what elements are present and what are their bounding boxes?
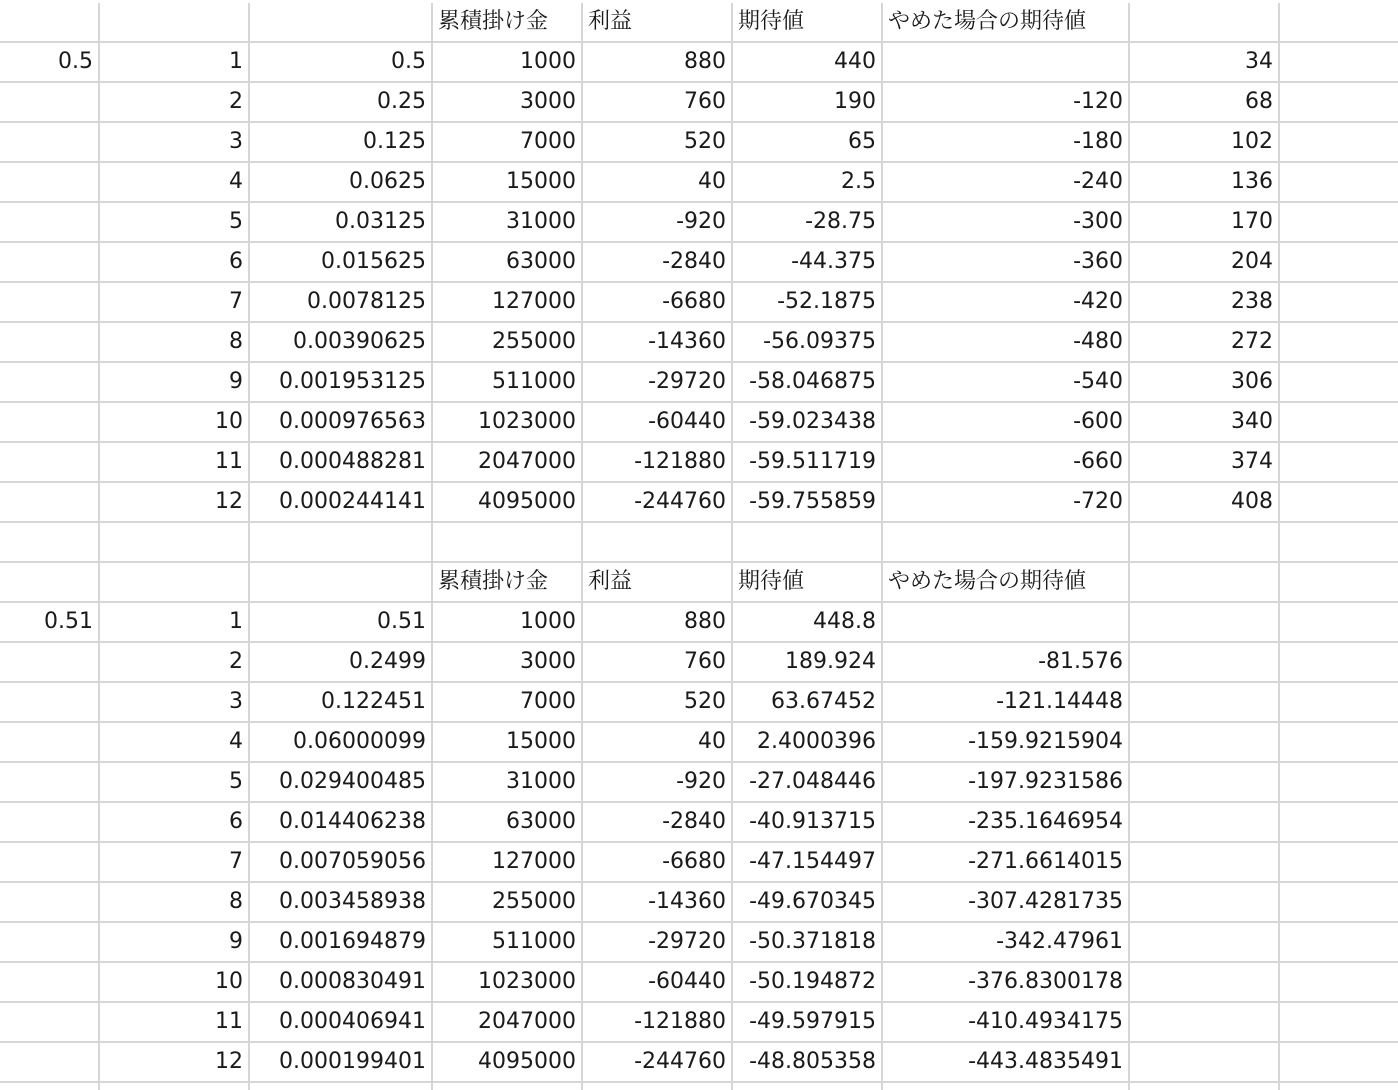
cell-r9-c4[interactable]: 255000: [433, 323, 583, 363]
cell-r20-c1[interactable]: [0, 763, 100, 803]
cell-r13-c2[interactable]: 12: [100, 483, 250, 523]
cell-r3-c4[interactable]: 3000: [433, 83, 583, 123]
cell-r27-c7[interactable]: -443.4835491: [883, 1043, 1130, 1083]
cell-r26-c6[interactable]: -49.597915: [733, 1003, 883, 1043]
cell-r8-c7[interactable]: -420: [883, 283, 1130, 323]
cell-r3-c3[interactable]: 0.25: [250, 83, 433, 123]
cell-r22-c2[interactable]: 7: [100, 843, 250, 883]
cell-r10-c8[interactable]: 306: [1130, 363, 1280, 403]
cell-r24-c5[interactable]: -29720: [583, 923, 733, 963]
cell-r18-c3[interactable]: 0.122451: [250, 683, 433, 723]
cell-r10-c1[interactable]: [0, 363, 100, 403]
cell-r15-c3[interactable]: [250, 563, 433, 603]
cell-r8-c4[interactable]: 127000: [433, 283, 583, 323]
cell-r5-c2[interactable]: 4: [100, 163, 250, 203]
cell-r8-c5[interactable]: -6680: [583, 283, 733, 323]
cell-r26-c4[interactable]: 2047000: [433, 1003, 583, 1043]
cell-r14-c9[interactable]: [1280, 523, 1398, 563]
cell-r26-c9[interactable]: [1280, 1003, 1398, 1043]
cell-r12-c2[interactable]: 11: [100, 443, 250, 483]
cell-r4-c4[interactable]: 7000: [433, 123, 583, 163]
cell-r21-c4[interactable]: 63000: [433, 803, 583, 843]
cell-r24-c9[interactable]: [1280, 923, 1398, 963]
column-header-4[interactable]: やめた場合の期待値: [883, 3, 1130, 43]
cell-r6-c1[interactable]: [0, 203, 100, 243]
cell-r22-c1[interactable]: [0, 843, 100, 883]
cell-r6-c6[interactable]: -28.75: [733, 203, 883, 243]
cell-r4-c3[interactable]: 0.125: [250, 123, 433, 163]
cell-r3-c2[interactable]: 2: [100, 83, 250, 123]
cell-r3-c7[interactable]: -120: [883, 83, 1130, 123]
column-header-2[interactable]: 利益: [583, 3, 733, 43]
cell-r4-c9[interactable]: [1280, 123, 1398, 163]
cell-r20-c5[interactable]: -920: [583, 763, 733, 803]
cell-r19-c5[interactable]: 40: [583, 723, 733, 763]
cell-r7-c4[interactable]: 63000: [433, 243, 583, 283]
cell-r9-c6[interactable]: -56.09375: [733, 323, 883, 363]
cell-r20-c3[interactable]: 0.029400485: [250, 763, 433, 803]
cell-r6-c3[interactable]: 0.03125: [250, 203, 433, 243]
cell-r28-c8[interactable]: [1130, 1083, 1280, 1090]
cell-r6-c9[interactable]: [1280, 203, 1398, 243]
cell-r28-c7[interactable]: [883, 1083, 1130, 1090]
cell-r23-c4[interactable]: 255000: [433, 883, 583, 923]
cell-r27-c4[interactable]: 4095000: [433, 1043, 583, 1083]
cell-r18-c5[interactable]: 520: [583, 683, 733, 723]
cell-r20-c9[interactable]: [1280, 763, 1398, 803]
cell-r19-c7[interactable]: -159.9215904: [883, 723, 1130, 763]
cell-r9-c9[interactable]: [1280, 323, 1398, 363]
cell-r13-c6[interactable]: -59.755859: [733, 483, 883, 523]
cell-r2-c9[interactable]: [1280, 43, 1398, 83]
cell-r25-c8[interactable]: [1130, 963, 1280, 1003]
cell-r18-c8[interactable]: [1130, 683, 1280, 723]
cell-r18-c7[interactable]: -121.14448: [883, 683, 1130, 723]
cell-r23-c8[interactable]: [1130, 883, 1280, 923]
cell-r4-c1[interactable]: [0, 123, 100, 163]
cell-r24-c2[interactable]: 9: [100, 923, 250, 963]
cell-r10-c7[interactable]: -540: [883, 363, 1130, 403]
cell-r8-c2[interactable]: 7: [100, 283, 250, 323]
cell-r27-c9[interactable]: [1280, 1043, 1398, 1083]
cell-r11-c4[interactable]: 1023000: [433, 403, 583, 443]
cell-r20-c4[interactable]: 31000: [433, 763, 583, 803]
cell-r16-c4[interactable]: 1000: [433, 603, 583, 643]
column-header-4[interactable]: やめた場合の期待値: [883, 563, 1130, 603]
cell-r16-c8[interactable]: [1130, 603, 1280, 643]
cell-r7-c5[interactable]: -2840: [583, 243, 733, 283]
cell-r18-c6[interactable]: 63.67452: [733, 683, 883, 723]
cell-r4-c5[interactable]: 520: [583, 123, 733, 163]
cell-r2-c4[interactable]: 1000: [433, 43, 583, 83]
cell-r15-c8[interactable]: [1130, 563, 1280, 603]
cell-r28-c5[interactable]: [583, 1083, 733, 1090]
cell-r17-c4[interactable]: 3000: [433, 643, 583, 683]
cell-r7-c1[interactable]: [0, 243, 100, 283]
cell-r27-c8[interactable]: [1130, 1043, 1280, 1083]
cell-r21-c1[interactable]: [0, 803, 100, 843]
cell-r25-c9[interactable]: [1280, 963, 1398, 1003]
cell-r16-c3[interactable]: 0.51: [250, 603, 433, 643]
cell-r19-c1[interactable]: [0, 723, 100, 763]
cell-r22-c3[interactable]: 0.007059056: [250, 843, 433, 883]
cell-r15-c2[interactable]: [100, 563, 250, 603]
cell-r10-c3[interactable]: 0.001953125: [250, 363, 433, 403]
cell-r20-c2[interactable]: 5: [100, 763, 250, 803]
cell-r11-c6[interactable]: -59.023438: [733, 403, 883, 443]
cell-r9-c2[interactable]: 8: [100, 323, 250, 363]
cell-r4-c7[interactable]: -180: [883, 123, 1130, 163]
cell-r14-c5[interactable]: [583, 523, 733, 563]
cell-r28-c6[interactable]: [733, 1083, 883, 1090]
cell-r28-c9[interactable]: [1280, 1083, 1398, 1090]
cell-r24-c3[interactable]: 0.001694879: [250, 923, 433, 963]
cell-r17-c6[interactable]: 189.924: [733, 643, 883, 683]
cell-r6-c8[interactable]: 170: [1130, 203, 1280, 243]
cell-r24-c1[interactable]: [0, 923, 100, 963]
cell-r24-c4[interactable]: 511000: [433, 923, 583, 963]
cell-r3-c9[interactable]: [1280, 83, 1398, 123]
cell-r25-c3[interactable]: 0.000830491: [250, 963, 433, 1003]
cell-r14-c3[interactable]: [250, 523, 433, 563]
cell-r23-c2[interactable]: 8: [100, 883, 250, 923]
cell-r21-c7[interactable]: -235.1646954: [883, 803, 1130, 843]
cell-r17-c9[interactable]: [1280, 643, 1398, 683]
cell-r17-c5[interactable]: 760: [583, 643, 733, 683]
cell-r19-c4[interactable]: 15000: [433, 723, 583, 763]
cell-r19-c9[interactable]: [1280, 723, 1398, 763]
cell-r22-c9[interactable]: [1280, 843, 1398, 883]
cell-r17-c1[interactable]: [0, 643, 100, 683]
cell-r6-c2[interactable]: 5: [100, 203, 250, 243]
cell-r3-c6[interactable]: 190: [733, 83, 883, 123]
cell-r1-c9[interactable]: [1280, 3, 1398, 43]
cell-r13-c1[interactable]: [0, 483, 100, 523]
cell-r14-c7[interactable]: [883, 523, 1130, 563]
cell-r16-c2[interactable]: 1: [100, 603, 250, 643]
cell-r28-c2[interactable]: [100, 1083, 250, 1090]
cell-r9-c5[interactable]: -14360: [583, 323, 733, 363]
cell-r8-c6[interactable]: -52.1875: [733, 283, 883, 323]
cell-r9-c3[interactable]: 0.00390625: [250, 323, 433, 363]
cell-r13-c5[interactable]: -244760: [583, 483, 733, 523]
cell-r21-c6[interactable]: -40.913715: [733, 803, 883, 843]
cell-r5-c6[interactable]: 2.5: [733, 163, 883, 203]
cell-r6-c4[interactable]: 31000: [433, 203, 583, 243]
cell-r27-c6[interactable]: -48.805358: [733, 1043, 883, 1083]
cell-r5-c8[interactable]: 136: [1130, 163, 1280, 203]
cell-r25-c1[interactable]: [0, 963, 100, 1003]
cell-r14-c2[interactable]: [100, 523, 250, 563]
cell-r11-c7[interactable]: -600: [883, 403, 1130, 443]
cell-r12-c3[interactable]: 0.000488281: [250, 443, 433, 483]
cell-r14-c8[interactable]: [1130, 523, 1280, 563]
cell-r14-c6[interactable]: [733, 523, 883, 563]
cell-r7-c9[interactable]: [1280, 243, 1398, 283]
cell-r23-c7[interactable]: -307.4281735: [883, 883, 1130, 923]
cell-r18-c9[interactable]: [1280, 683, 1398, 723]
cell-r24-c8[interactable]: [1130, 923, 1280, 963]
cell-r2-c8[interactable]: 34: [1130, 43, 1280, 83]
cell-r21-c5[interactable]: -2840: [583, 803, 733, 843]
cell-r25-c2[interactable]: 10: [100, 963, 250, 1003]
cell-r25-c6[interactable]: -50.194872: [733, 963, 883, 1003]
cell-r2-c2[interactable]: 1: [100, 43, 250, 83]
cell-r9-c1[interactable]: [0, 323, 100, 363]
cell-r5-c4[interactable]: 15000: [433, 163, 583, 203]
cell-r7-c2[interactable]: 6: [100, 243, 250, 283]
cell-r5-c1[interactable]: [0, 163, 100, 203]
cell-r13-c9[interactable]: [1280, 483, 1398, 523]
cell-r12-c7[interactable]: -660: [883, 443, 1130, 483]
cell-r27-c2[interactable]: 12: [100, 1043, 250, 1083]
cell-r16-c9[interactable]: [1280, 603, 1398, 643]
cell-r23-c6[interactable]: -49.670345: [733, 883, 883, 923]
cell-r13-c3[interactable]: 0.000244141: [250, 483, 433, 523]
cell-r27-c1[interactable]: [0, 1043, 100, 1083]
cell-r25-c5[interactable]: -60440: [583, 963, 733, 1003]
cell-r17-c2[interactable]: 2: [100, 643, 250, 683]
cell-r20-c8[interactable]: [1130, 763, 1280, 803]
cell-r17-c7[interactable]: -81.576: [883, 643, 1130, 683]
cell-r12-c6[interactable]: -59.511719: [733, 443, 883, 483]
cell-r21-c3[interactable]: 0.014406238: [250, 803, 433, 843]
cell-r15-c1[interactable]: [0, 563, 100, 603]
column-header-3[interactable]: 期待値: [733, 3, 883, 43]
cell-r19-c8[interactable]: [1130, 723, 1280, 763]
cell-r12-c5[interactable]: -121880: [583, 443, 733, 483]
cell-r23-c9[interactable]: [1280, 883, 1398, 923]
cell-r8-c8[interactable]: 238: [1130, 283, 1280, 323]
cell-r10-c4[interactable]: 511000: [433, 363, 583, 403]
cell-r14-c1[interactable]: [0, 523, 100, 563]
cell-r4-c6[interactable]: 65: [733, 123, 883, 163]
probability-label-cell[interactable]: 0.5: [0, 43, 100, 83]
cell-r28-c1[interactable]: [0, 1083, 100, 1090]
cell-r9-c8[interactable]: 272: [1130, 323, 1280, 363]
cell-r6-c5[interactable]: -920: [583, 203, 733, 243]
cell-r8-c9[interactable]: [1280, 283, 1398, 323]
cell-r23-c1[interactable]: [0, 883, 100, 923]
cell-r19-c6[interactable]: 2.4000396: [733, 723, 883, 763]
cell-r12-c8[interactable]: 374: [1130, 443, 1280, 483]
cell-r22-c6[interactable]: -47.154497: [733, 843, 883, 883]
cell-r13-c8[interactable]: 408: [1130, 483, 1280, 523]
cell-r5-c9[interactable]: [1280, 163, 1398, 203]
cell-r11-c1[interactable]: [0, 403, 100, 443]
cell-r2-c7[interactable]: [883, 43, 1130, 83]
cell-r20-c6[interactable]: -27.048446: [733, 763, 883, 803]
cell-r10-c9[interactable]: [1280, 363, 1398, 403]
cell-r26-c3[interactable]: 0.000406941: [250, 1003, 433, 1043]
cell-r11-c8[interactable]: 340: [1130, 403, 1280, 443]
cell-r22-c4[interactable]: 127000: [433, 843, 583, 883]
cell-r9-c7[interactable]: -480: [883, 323, 1130, 363]
cell-r15-c9[interactable]: [1280, 563, 1398, 603]
cell-r24-c6[interactable]: -50.371818: [733, 923, 883, 963]
cell-r4-c8[interactable]: 102: [1130, 123, 1280, 163]
cell-r4-c2[interactable]: 3: [100, 123, 250, 163]
cell-r3-c1[interactable]: [0, 83, 100, 123]
cell-r11-c2[interactable]: 10: [100, 403, 250, 443]
cell-r28-c3[interactable]: [250, 1083, 433, 1090]
cell-r16-c6[interactable]: 448.8: [733, 603, 883, 643]
cell-r7-c3[interactable]: 0.015625: [250, 243, 433, 283]
cell-r27-c5[interactable]: -244760: [583, 1043, 733, 1083]
cell-r19-c2[interactable]: 4: [100, 723, 250, 763]
cell-r17-c8[interactable]: [1130, 643, 1280, 683]
cell-r16-c7[interactable]: [883, 603, 1130, 643]
cell-r24-c7[interactable]: -342.47961: [883, 923, 1130, 963]
cell-r11-c5[interactable]: -60440: [583, 403, 733, 443]
cell-r8-c1[interactable]: [0, 283, 100, 323]
cell-r21-c8[interactable]: [1130, 803, 1280, 843]
column-header-1[interactable]: 累積掛け金: [433, 3, 583, 43]
cell-r22-c7[interactable]: -271.6614015: [883, 843, 1130, 883]
cell-r27-c3[interactable]: 0.000199401: [250, 1043, 433, 1083]
cell-r17-c3[interactable]: 0.2499: [250, 643, 433, 683]
cell-r13-c4[interactable]: 4095000: [433, 483, 583, 523]
cell-r8-c3[interactable]: 0.0078125: [250, 283, 433, 323]
cell-r12-c4[interactable]: 2047000: [433, 443, 583, 483]
cell-r13-c7[interactable]: -720: [883, 483, 1130, 523]
cell-r25-c4[interactable]: 1023000: [433, 963, 583, 1003]
cell-r23-c3[interactable]: 0.003458938: [250, 883, 433, 923]
column-header-1[interactable]: 累積掛け金: [433, 563, 583, 603]
cell-r26-c8[interactable]: [1130, 1003, 1280, 1043]
cell-r10-c6[interactable]: -58.046875: [733, 363, 883, 403]
cell-r6-c7[interactable]: -300: [883, 203, 1130, 243]
cell-r26-c5[interactable]: -121880: [583, 1003, 733, 1043]
cell-r12-c1[interactable]: [0, 443, 100, 483]
column-header-2[interactable]: 利益: [583, 563, 733, 603]
column-header-3[interactable]: 期待値: [733, 563, 883, 603]
cell-r10-c5[interactable]: -29720: [583, 363, 733, 403]
cell-r23-c5[interactable]: -14360: [583, 883, 733, 923]
cell-r7-c7[interactable]: -360: [883, 243, 1130, 283]
cell-r21-c2[interactable]: 6: [100, 803, 250, 843]
cell-r3-c5[interactable]: 760: [583, 83, 733, 123]
cell-r26-c2[interactable]: 11: [100, 1003, 250, 1043]
cell-r16-c5[interactable]: 880: [583, 603, 733, 643]
cell-r5-c5[interactable]: 40: [583, 163, 733, 203]
cell-r3-c8[interactable]: 68: [1130, 83, 1280, 123]
cell-r28-c4[interactable]: [433, 1083, 583, 1090]
cell-r2-c5[interactable]: 880: [583, 43, 733, 83]
cell-r20-c7[interactable]: -197.9231586: [883, 763, 1130, 803]
cell-r22-c5[interactable]: -6680: [583, 843, 733, 883]
cell-r26-c7[interactable]: -410.4934175: [883, 1003, 1130, 1043]
cell-r10-c2[interactable]: 9: [100, 363, 250, 403]
cell-r11-c3[interactable]: 0.000976563: [250, 403, 433, 443]
cell-r21-c9[interactable]: [1280, 803, 1398, 843]
cell-r5-c3[interactable]: 0.0625: [250, 163, 433, 203]
cell-r7-c8[interactable]: 204: [1130, 243, 1280, 283]
cell-r12-c9[interactable]: [1280, 443, 1398, 483]
probability-label-cell[interactable]: 0.51: [0, 603, 100, 643]
cell-r2-c6[interactable]: 440: [733, 43, 883, 83]
cell-r26-c1[interactable]: [0, 1003, 100, 1043]
cell-r1-c8[interactable]: [1130, 3, 1280, 43]
cell-r11-c9[interactable]: [1280, 403, 1398, 443]
cell-r18-c2[interactable]: 3: [100, 683, 250, 723]
cell-r22-c8[interactable]: [1130, 843, 1280, 883]
cell-r18-c4[interactable]: 7000: [433, 683, 583, 723]
cell-r1-c1[interactable]: [0, 3, 100, 43]
cell-r2-c3[interactable]: 0.5: [250, 43, 433, 83]
cell-r1-c3[interactable]: [250, 3, 433, 43]
cell-r1-c2[interactable]: [100, 3, 250, 43]
cell-r14-c4[interactable]: [433, 523, 583, 563]
cell-r5-c7[interactable]: -240: [883, 163, 1130, 203]
cell-r19-c3[interactable]: 0.06000099: [250, 723, 433, 763]
cell-r18-c1[interactable]: [0, 683, 100, 723]
cell-r7-c6[interactable]: -44.375: [733, 243, 883, 283]
cell-r25-c7[interactable]: -376.8300178: [883, 963, 1130, 1003]
